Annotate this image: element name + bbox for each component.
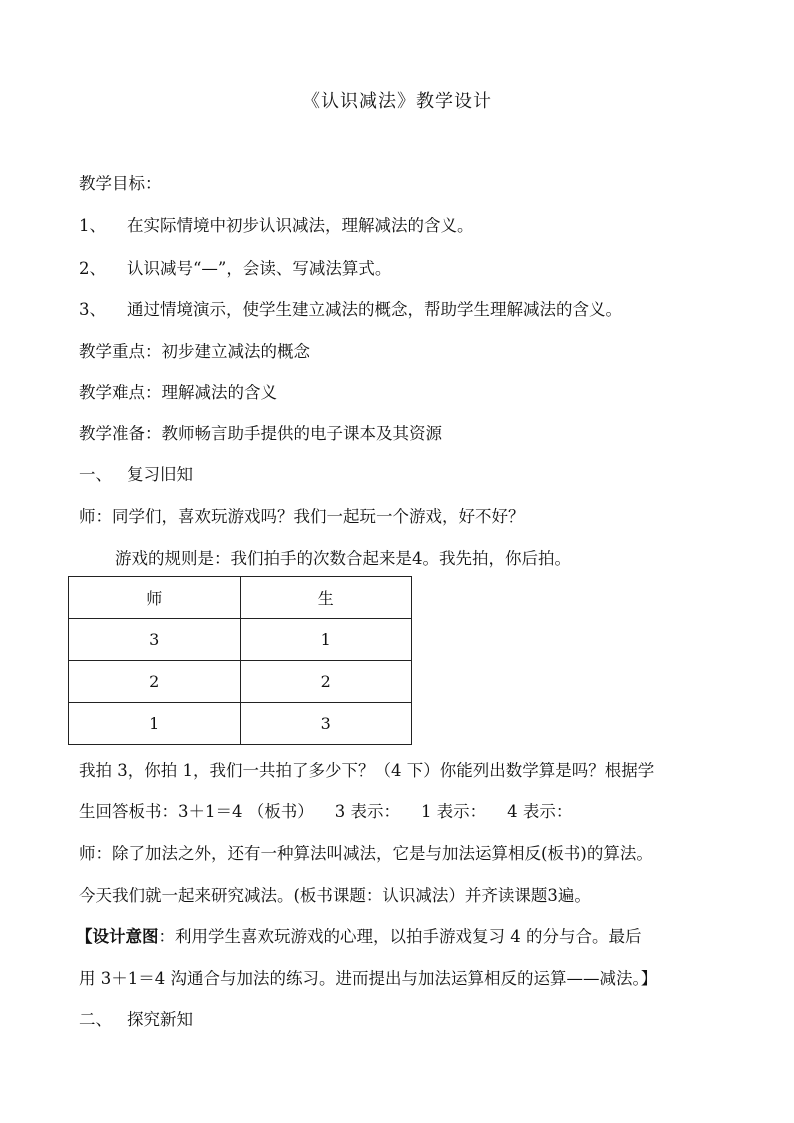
objective-text: 通过情境演示，使学生建立减法的概念，帮助学生理解减法的含义。 [127,300,622,319]
section-number: 二、 [79,1010,112,1029]
design-intent-line-1 [76,923,642,947]
objective-item-3 [79,296,622,320]
section-title: 复习旧知 [127,465,193,484]
objective-number: 2、 [79,259,106,278]
design-intent-label: 【设计意图 [76,927,159,946]
today-line: 今天我们就一起来研究减法。(板书课题：认识减法）并齐读课题3遍。 [79,886,591,905]
teacher-line-1: 师：同学们，喜欢玩游戏吗？我们一起玩一个游戏，好不好？ [79,507,525,526]
difficulty: 教学难点：理解减法的含义 [79,383,277,402]
objective-item-1 [79,212,474,236]
document-title: 《认识减法》教学设计 [302,91,492,112]
table-cell: 1 [69,703,241,745]
objective-text: 认识减号“—”，会读、写减法算式。 [127,259,392,278]
paragraph-1-line-2: 生回答板书：3＋1＝4 （板书） 3 表示： 1 表示： 4 表示： [79,802,573,821]
section-title: 探究新知 [127,1010,193,1029]
section-heading-1 [79,461,193,485]
table-cell: 2 [240,661,412,703]
objective-number: 1、 [79,216,106,235]
table-header-row [69,577,412,619]
objective-number: 3、 [79,300,106,319]
objective-item-2 [79,255,391,279]
objectives-heading: 教学目标： [79,174,162,193]
section-heading-2 [79,1006,193,1030]
section-number: 一、 [79,465,112,484]
table-row [69,703,412,745]
table-header: 生 [240,577,412,619]
clap-table [68,576,412,745]
table-row [69,661,412,703]
key-point: 教学重点：初步建立减法的概念 [79,342,310,361]
table-cell: 3 [69,619,241,661]
preparation: 教学准备：教师畅言助手提供的电子课本及其资源 [79,424,442,443]
design-intent-line-2: 用 3＋1＝4 沟通合与加法的练习。进而提出与加法运算相反的运算——减法。】 [79,969,658,988]
teacher-line-2: 师：除了加法之外，还有一种算法叫减法，它是与加法运算相反(板书)的算法。 [79,844,653,863]
table-cell: 1 [240,619,412,661]
table-header: 师 [69,577,241,619]
table-row [69,619,412,661]
game-rule: 游戏的规则是：我们拍手的次数合起来是4。我先拍，你后拍。 [115,549,571,568]
objective-text: 在实际情境中初步认识减法，理解减法的含义。 [127,216,474,235]
table-cell: 2 [69,661,241,703]
table-cell: 3 [240,703,412,745]
design-intent-text: ：利用学生喜欢玩游戏的心理，以拍手游戏复习 4 的分与合。最后 [158,927,642,946]
paragraph-1-line-1: 我拍 3，你拍 1，我们一共拍了多少下？（4 下）你能列出数学算是吗？根据学 [79,761,655,780]
